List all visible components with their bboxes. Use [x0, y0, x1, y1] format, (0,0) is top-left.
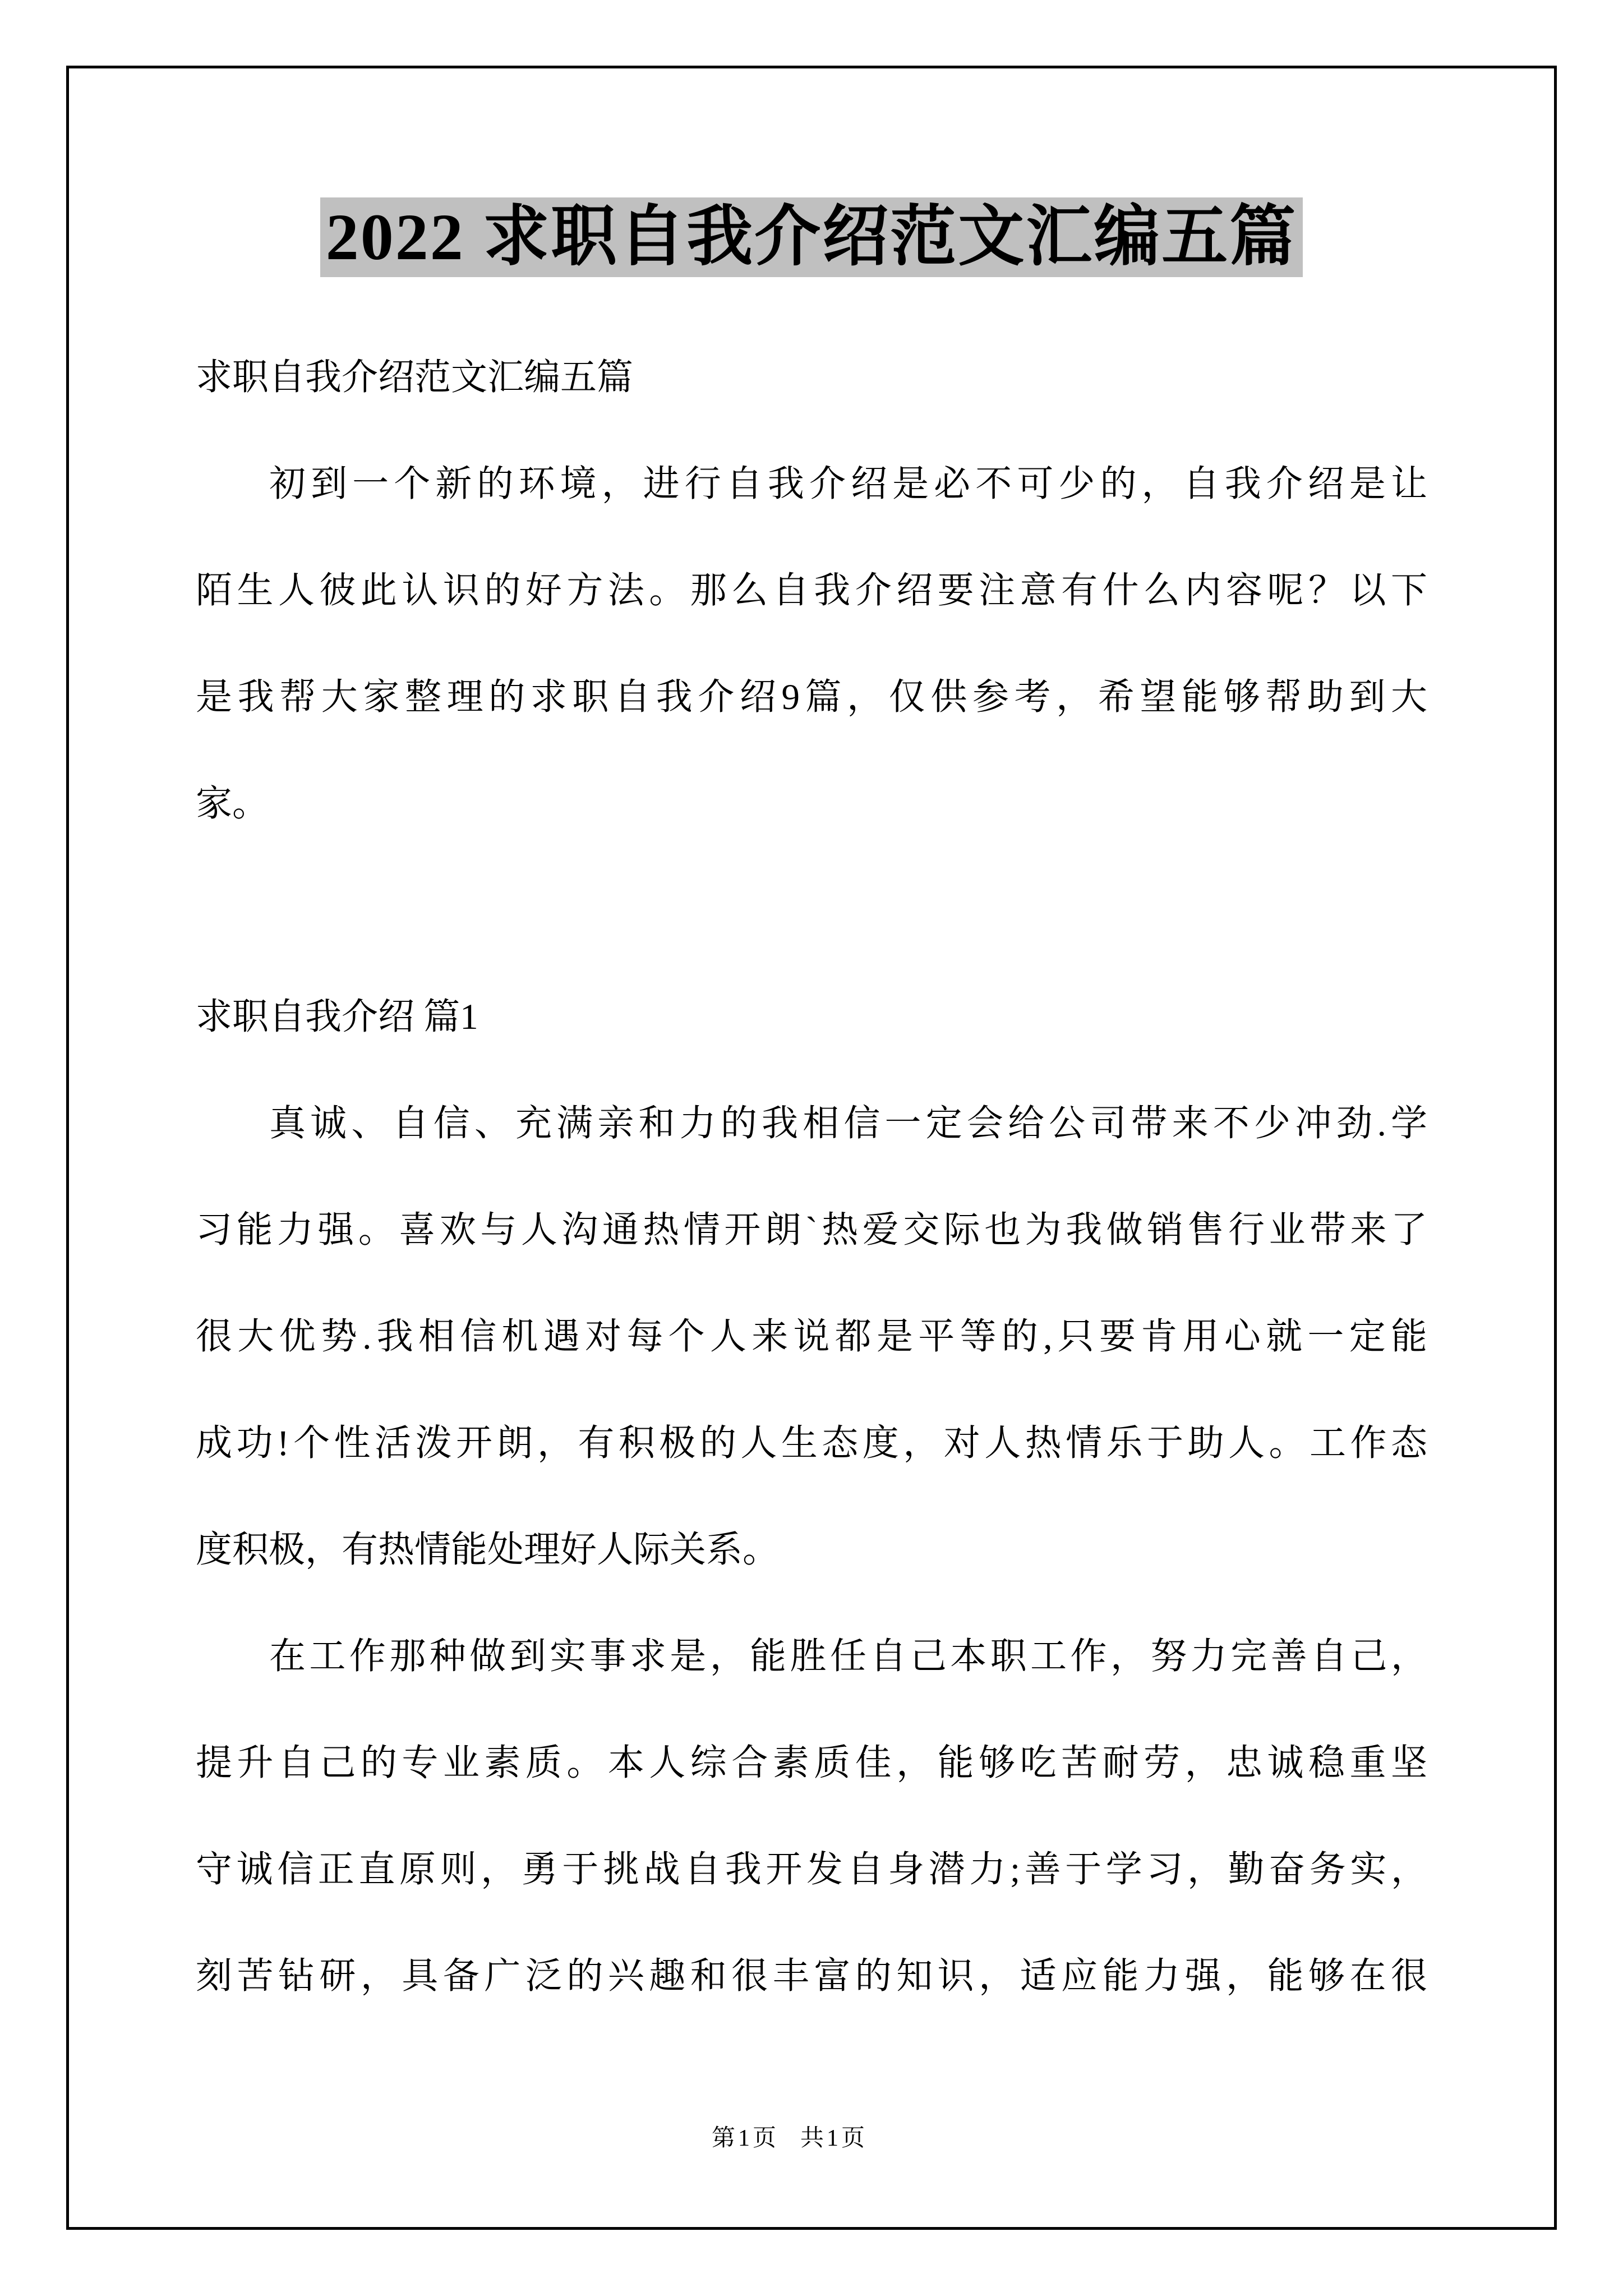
intro-line: 家。	[196, 784, 269, 824]
intro-line: 是我帮大家整理的求职自我介绍9篇，仅供参考，希望能够帮助到大	[196, 677, 1427, 717]
document-title: 2022 求职自我介绍范文汇编五篇	[320, 197, 1303, 277]
footer-page-number: 第1页	[711, 2125, 779, 2151]
page-footer	[174, 2122, 1405, 2155]
body-line: 习能力强。喜欢与人沟通热情开朗`热爱交际也为我做销售行业带来了	[196, 1210, 1427, 1250]
document-body	[196, 324, 1427, 2030]
blank-line	[196, 857, 1427, 964]
document-title-row	[196, 197, 1427, 277]
body-line: 度积极，有热情能处理好人际关系。	[196, 1530, 780, 1570]
body-line: 守诚信正直原则，勇于挑战自我开发自身潜力;善于学习，勤奋务实，	[196, 1849, 1427, 1890]
body-line: 成功!个性活泼开朗，有积极的人生态度，对人热情乐于助人。工作态	[196, 1423, 1427, 1464]
body-line: 在工作那种做到实事求是，能胜任自己本职工作，努力完善自己，	[269, 1636, 1427, 1677]
intro-line: 初到一个新的环境，进行自我介绍是必不可少的，自我介绍是让	[269, 464, 1427, 504]
intro-line: 陌生人彼此认识的好方法。那么自我介绍要注意有什么内容呢？以下	[196, 570, 1427, 611]
section-heading: 求职自我介绍 篇1	[196, 997, 478, 1037]
body-line: 提升自己的专业素质。本人综合素质佳，能够吃苦耐劳，忠诚稳重坚	[196, 1743, 1427, 1783]
footer-page-total: 共1页	[800, 2125, 868, 2151]
body-line: 很大优势.我相信机遇对每个人来说都是平等的,只要肯用心就一定能	[196, 1317, 1427, 1357]
body-line: 真诚、自信、充满亲和力的我相信一定会给公司带来不少冲劲.学	[269, 1103, 1427, 1144]
subtitle-line: 求职自我介绍范文汇编五篇	[196, 357, 634, 398]
body-line: 刻苦钻研，具备广泛的兴趣和很丰富的知识，适应能力强，能够在很	[196, 1956, 1427, 1996]
